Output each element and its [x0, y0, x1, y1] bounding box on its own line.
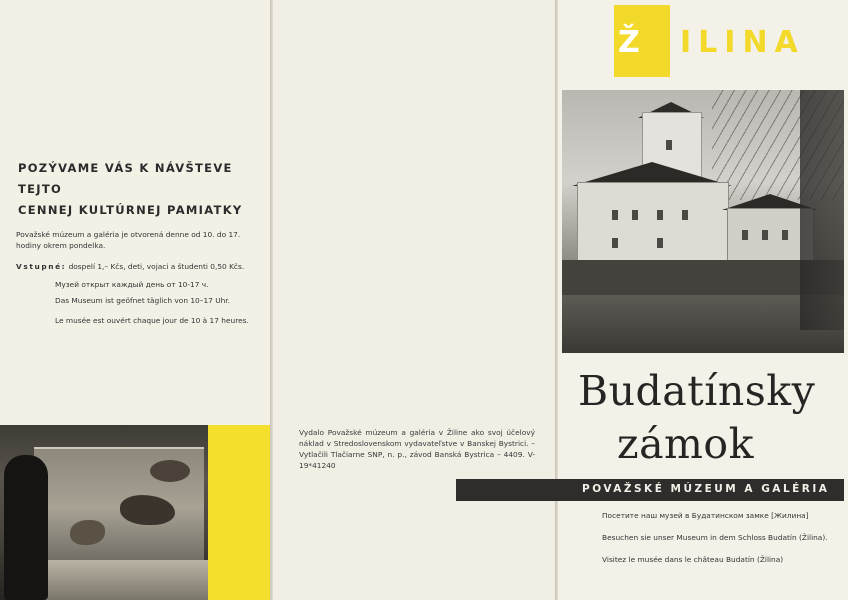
exhibit-image	[0, 425, 208, 600]
museum-name: POVAŽSKÉ MÚZEUM A GALÉRIA	[582, 483, 830, 495]
tree-trunk	[800, 90, 844, 330]
window	[742, 230, 748, 240]
invitation-heading	[18, 158, 258, 221]
window	[612, 210, 618, 220]
window	[762, 230, 768, 240]
window	[657, 210, 663, 220]
stuffed-bird	[150, 460, 190, 482]
opening-hours-french: Le musée est ouvért chaque jour de 10 à 17 heures.	[55, 316, 249, 325]
welcome-russian: Посетите наш музей в Будатинском замке [Жилина]	[602, 511, 809, 520]
opening-hours-german: Das Museum ist geöfnet täglich von 10–17 Uhr.	[55, 296, 231, 305]
museum-name-band	[456, 479, 844, 501]
admission-text	[16, 262, 261, 273]
opening-hours-russian: Музей открыт каждый день от 10-17 ч.	[55, 280, 209, 289]
publisher-imprint: Vydalo Považské múzeum a galéria v Žiline ako svoj účelový náklad v Stredoslovenskom vydavateľstve v Banskej Bystrici. – Vytlačili Tlačiarne SNP, n. p., závod Banská Bystrica – 4409. V-19*41240	[299, 428, 535, 470]
window	[632, 210, 638, 220]
window	[657, 238, 663, 248]
admission-prices: dospelí 1,– Kčs, deti, vojaci a študenti 0,50 Kčs.	[68, 262, 245, 271]
castle-main-building	[577, 182, 729, 266]
invitation-line-2: CENNEJ KULTÚRNEJ PAMIATKY	[18, 203, 243, 217]
left-panel	[0, 0, 270, 600]
welcome-german: Besuchen sie unser Museum in dem Schloss Budatín (Žilina).	[602, 533, 828, 542]
stuffed-animal	[70, 520, 105, 545]
welcome-french: Visitez le musée dans le château Budatín (Žilina)	[602, 555, 784, 564]
invitation-line-1: POZÝVAME VÁS K NÁVŠTEVE TEJTO	[18, 161, 233, 196]
display-base	[28, 560, 208, 600]
window	[782, 230, 788, 240]
window	[682, 210, 688, 220]
city-name: ILINA	[680, 25, 805, 60]
city-name-first-letter: Ž	[618, 25, 642, 60]
museum-exhibit-photo	[0, 425, 270, 600]
castle-photo	[562, 90, 844, 353]
visitor-silhouette	[4, 455, 48, 600]
opening-hours-text: Považské múzeum a galéria je otvorená denne od 10. do 17. hodiny okrem pondelka.	[16, 230, 241, 250]
window	[612, 238, 618, 248]
title-line-2: zámok	[617, 420, 754, 468]
admission-label: Vstupné:	[16, 262, 67, 271]
window	[666, 140, 672, 150]
title-line-1: Budatínsky	[578, 367, 816, 415]
middle-panel	[273, 0, 555, 600]
